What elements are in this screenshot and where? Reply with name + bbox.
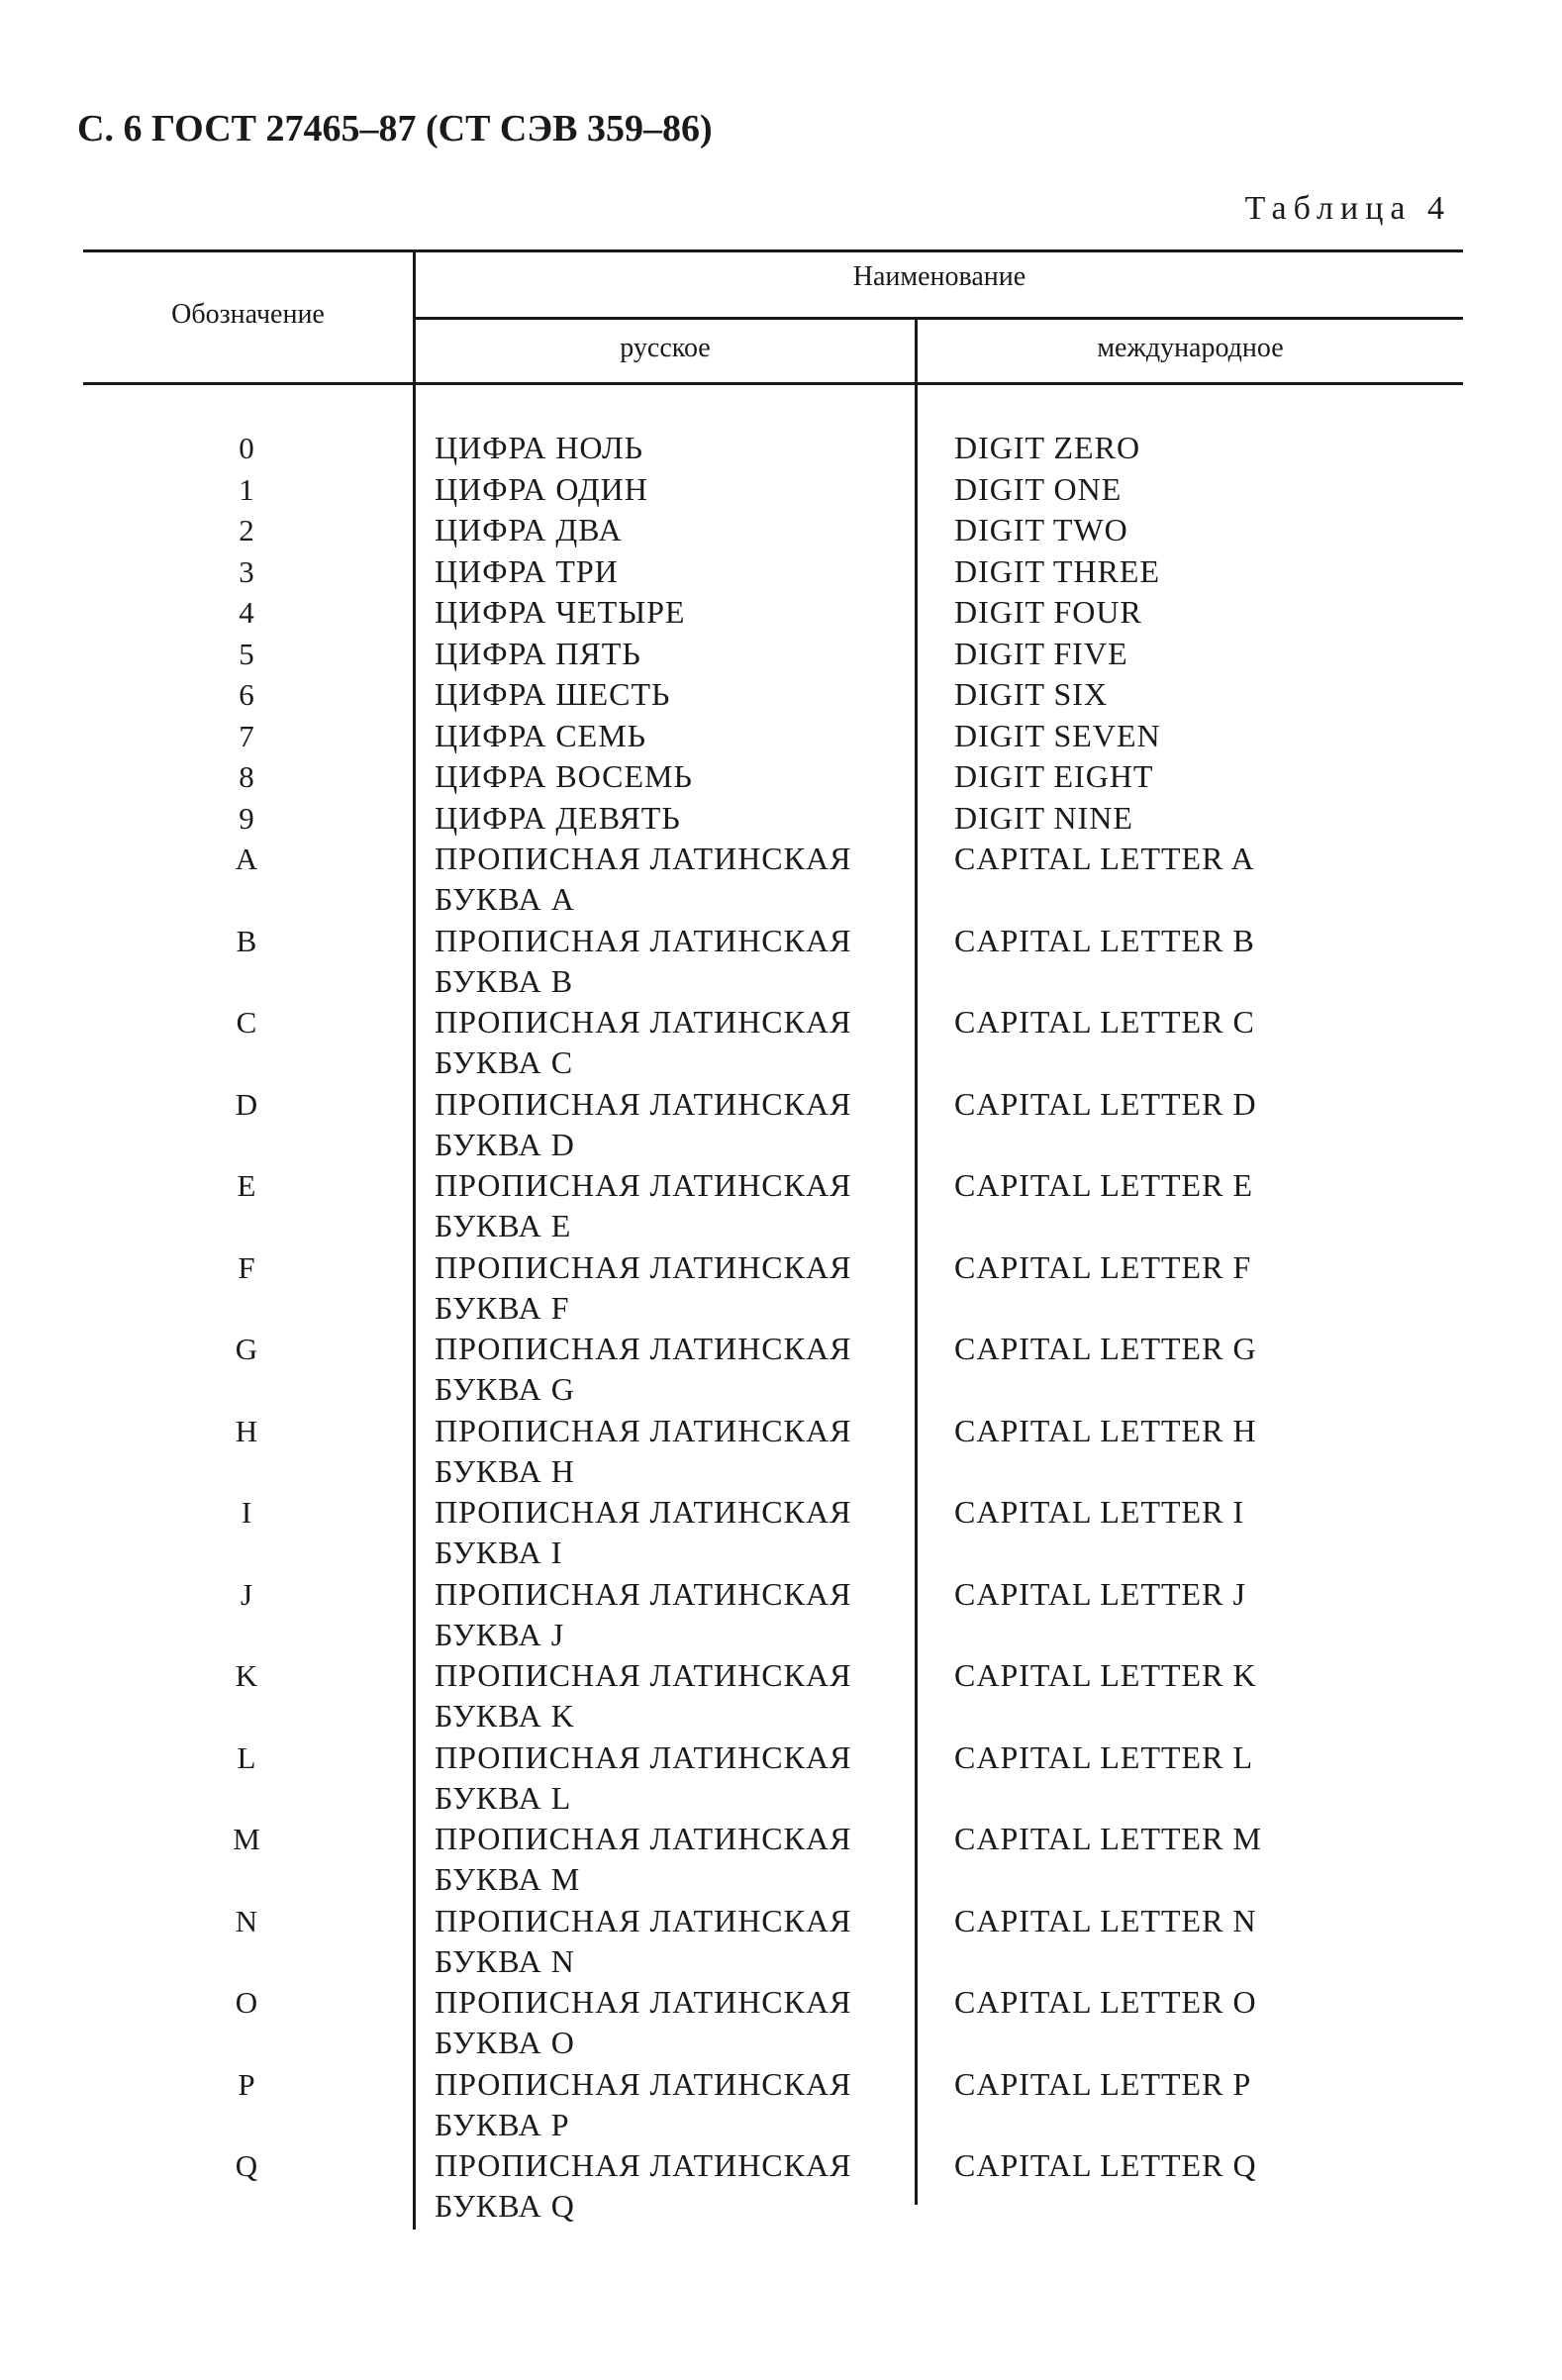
row-russian-name: ПРОПИСНАЯ ЛАТИНСКАЯ БУКВА H xyxy=(435,1412,852,1489)
row-international-name: DIGIT THREE xyxy=(954,552,1161,589)
table-row xyxy=(83,510,1463,551)
table-row xyxy=(83,839,1463,921)
row-designation: 3 xyxy=(239,553,254,589)
row-international-name: DIGIT EIGHT xyxy=(954,758,1154,794)
row-russian-name: ЦИФРА СЕМЬ xyxy=(435,717,647,753)
table-row xyxy=(83,674,1463,716)
table-row xyxy=(83,1411,1463,1493)
table-row xyxy=(83,798,1463,840)
table-top-rule xyxy=(83,249,1463,252)
header-designation: Обозначение xyxy=(171,299,325,330)
row-designation: Q xyxy=(235,2148,258,2183)
row-international-name: DIGIT SIX xyxy=(954,676,1109,712)
table-caption: Таблица 4 xyxy=(1244,190,1451,227)
table-row xyxy=(83,1574,1463,1656)
row-russian-name: ПРОПИСНАЯ ЛАТИНСКАЯ БУКВА P xyxy=(435,2065,852,2142)
row-designation: 1 xyxy=(239,471,254,507)
row-russian-name: ПРОПИСНАЯ ЛАТИНСКАЯ БУКВА C xyxy=(435,1004,852,1080)
row-international-name: CAPITAL LETTER A xyxy=(954,841,1255,876)
table-row xyxy=(83,1737,1463,1820)
table-row xyxy=(83,1655,1463,1737)
row-russian-name: ЦИФРА ОДИН xyxy=(435,470,648,507)
row-international-name: CAPITAL LETTER J xyxy=(954,1575,1246,1612)
row-russian-name: ПРОПИСНАЯ ЛАТИНСКАЯ БУКВА I xyxy=(435,1494,852,1570)
row-designation: M xyxy=(233,1822,260,1856)
row-international-name: CAPITAL LETTER H xyxy=(954,1412,1257,1448)
table-row xyxy=(83,634,1463,675)
row-designation: G xyxy=(235,1332,258,1366)
row-russian-name: ПРОПИСНАЯ ЛАТИНСКАЯ БУКВА B xyxy=(435,922,852,999)
row-international-name: CAPITAL LETTER D xyxy=(954,1085,1257,1122)
row-international-name: CAPITAL LETTER P xyxy=(954,2065,1252,2102)
row-international-name: CAPITAL LETTER B xyxy=(954,922,1255,958)
row-designation: F xyxy=(238,1249,255,1285)
row-designation: B xyxy=(236,923,257,958)
row-international-name: DIGIT SEVEN xyxy=(954,717,1161,753)
name-subheader-rule xyxy=(416,317,1463,320)
table-row xyxy=(83,2145,1463,2228)
table-body xyxy=(83,428,1463,2228)
table-row xyxy=(83,428,1463,469)
table-row xyxy=(83,1819,1463,1901)
row-russian-name: ЦИФРА ПЯТЬ xyxy=(435,635,641,671)
row-russian-name: ЦИФРА ТРИ xyxy=(435,552,619,589)
row-russian-name: ПРОПИСНАЯ ЛАТИНСКАЯ БУКВА K xyxy=(435,1657,852,1734)
table-row xyxy=(83,1982,1463,2064)
row-designation: 7 xyxy=(239,718,254,753)
table-row xyxy=(83,1901,1463,1983)
row-international-name: CAPITAL LETTER Q xyxy=(954,2147,1257,2183)
row-designation: 9 xyxy=(239,800,254,836)
table-row xyxy=(83,1165,1463,1247)
table-row xyxy=(83,1492,1463,1574)
row-designation: 5 xyxy=(239,636,254,671)
table-row xyxy=(83,551,1463,593)
row-international-name: CAPITAL LETTER O xyxy=(954,1984,1257,2020)
row-designation: O xyxy=(235,1985,258,2020)
row-russian-name: ПРОПИСНАЯ ЛАТИНСКАЯ БУКВА G xyxy=(435,1331,852,1407)
row-russian-name: ПРОПИСНАЯ ЛАТИНСКАЯ БУКВА N xyxy=(435,1902,852,1979)
row-designation: N xyxy=(235,1903,258,1938)
row-designation: 6 xyxy=(239,677,254,712)
table-row xyxy=(83,469,1463,511)
row-designation: 8 xyxy=(239,759,254,794)
row-russian-name: ЦИФРА ШЕСТЬ xyxy=(435,676,671,712)
row-russian-name: ЦИФРА ДЕВЯТЬ xyxy=(435,799,681,836)
row-designation: K xyxy=(235,1658,258,1693)
header-name: Наименование xyxy=(852,261,1026,292)
table-row xyxy=(83,1329,1463,1411)
row-designation: E xyxy=(237,1168,256,1203)
table-row xyxy=(83,2064,1463,2146)
row-international-name: DIGIT TWO xyxy=(954,512,1128,547)
row-international-name: CAPITAL LETTER L xyxy=(954,1738,1253,1775)
table-row xyxy=(83,1247,1463,1330)
row-russian-name: ЦИФРА ВОСЕМЬ xyxy=(435,758,693,794)
header-bottom-rule xyxy=(83,382,1463,385)
header-russian: русское xyxy=(620,333,711,363)
row-designation: P xyxy=(238,2066,255,2102)
row-designation: L xyxy=(237,1739,256,1775)
row-international-name: CAPITAL LETTER M xyxy=(954,1821,1262,1856)
row-designation: D xyxy=(235,1086,258,1122)
row-international-name: CAPITAL LETTER N xyxy=(954,1902,1257,1938)
row-international-name: CAPITAL LETTER I xyxy=(954,1494,1245,1530)
table-row xyxy=(83,592,1463,634)
row-international-name: DIGIT FOUR xyxy=(954,594,1142,630)
row-russian-name: ПРОПИСНАЯ ЛАТИНСКАЯ БУКВА A xyxy=(435,841,852,917)
row-international-name: CAPITAL LETTER C xyxy=(954,1004,1255,1040)
row-international-name: DIGIT ZERO xyxy=(954,430,1141,465)
table-row xyxy=(83,716,1463,757)
row-russian-name: ПРОПИСНАЯ ЛАТИНСКАЯ БУКВА O xyxy=(435,1984,852,2060)
row-designation: 0 xyxy=(239,431,254,465)
row-russian-name: ЦИФРА ЧЕТЫРЕ xyxy=(435,594,686,630)
row-russian-name: ЦИФРА НОЛЬ xyxy=(435,430,644,465)
row-designation: 2 xyxy=(239,513,254,547)
page-header: С. 6 ГОСТ 27465–87 (СТ СЭВ 359–86) xyxy=(77,108,713,149)
row-designation: A xyxy=(235,842,258,876)
row-designation: J xyxy=(240,1576,253,1612)
row-international-name: CAPITAL LETTER E xyxy=(954,1167,1253,1203)
row-international-name: DIGIT ONE xyxy=(954,470,1123,507)
row-russian-name: ЦИФРА ДВА xyxy=(435,512,623,547)
row-international-name: CAPITAL LETTER F xyxy=(954,1248,1252,1285)
row-russian-name: ПРОПИСНАЯ ЛАТИНСКАЯ БУКВА E xyxy=(435,1167,852,1243)
row-designation: 4 xyxy=(239,595,254,630)
row-international-name: DIGIT NINE xyxy=(954,799,1133,836)
table-row xyxy=(83,921,1463,1003)
row-russian-name: ПРОПИСНАЯ ЛАТИНСКАЯ БУКВА D xyxy=(435,1085,852,1162)
row-designation: I xyxy=(241,1495,252,1530)
row-international-name: DIGIT FIVE xyxy=(954,635,1128,671)
row-international-name: CAPITAL LETTER G xyxy=(954,1331,1257,1366)
row-designation: C xyxy=(236,1005,257,1040)
row-russian-name: ПРОПИСНАЯ ЛАТИНСКАЯ БУКВА Q xyxy=(435,2147,852,2224)
row-russian-name: ПРОПИСНАЯ ЛАТИНСКАЯ БУКВА L xyxy=(435,1738,852,1816)
row-russian-name: ПРОПИСНАЯ ЛАТИНСКАЯ БУКВА J xyxy=(435,1575,852,1652)
table-row xyxy=(83,1084,1463,1166)
header-international: международное xyxy=(1097,333,1284,363)
table-row xyxy=(83,1002,1463,1084)
row-russian-name: ПРОПИСНАЯ ЛАТИНСКАЯ БУКВА M xyxy=(435,1821,852,1897)
row-designation: H xyxy=(235,1413,258,1448)
row-international-name: CAPITAL LETTER K xyxy=(954,1657,1257,1693)
row-russian-name: ПРОПИСНАЯ ЛАТИНСКАЯ БУКВА F xyxy=(435,1248,852,1326)
table-row xyxy=(83,756,1463,798)
